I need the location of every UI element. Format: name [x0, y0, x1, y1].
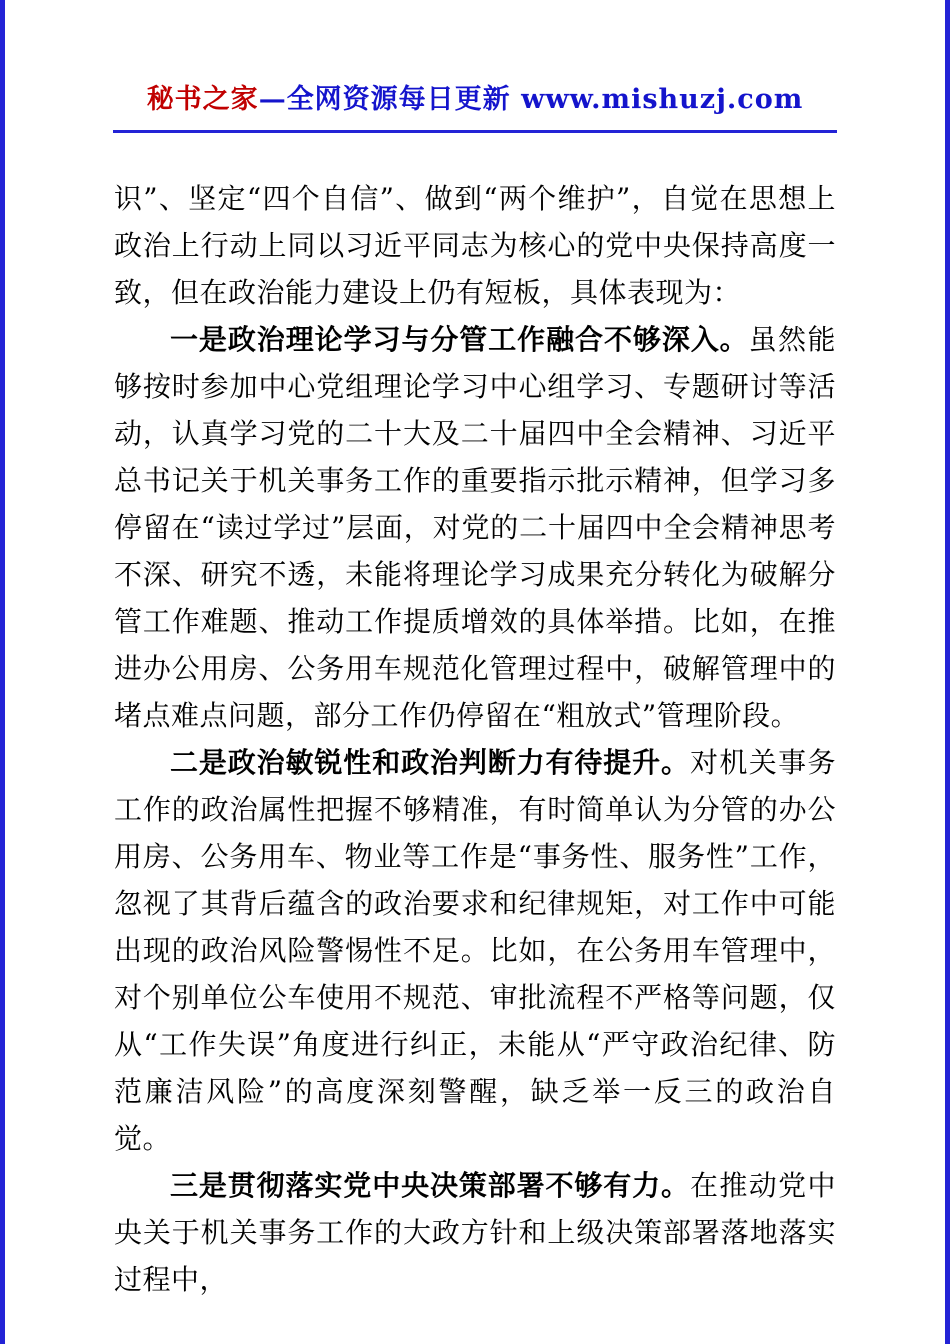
paragraph-point-1 [114, 316, 836, 739]
site-tagline[interactable]: —全网资源每日更新 www.mishuzj.com [258, 84, 804, 115]
site-header [0, 0, 950, 116]
document-body [114, 175, 836, 1303]
page-right-border [945, 0, 950, 1344]
paragraph-lead: 一是政治理论学习与分管工作融合不够深入。 [170, 323, 749, 357]
paragraph-text: 虽然能够按时参加中心党组理论学习中心组学习、专题研讨等活动，认真学习党的二十大及二十届四中全会精神、习近平总书记关于机关事务工作的重要指示批示精神，但学习多停留在“读过学过”层面，对党的二十届四中全会精神思考不深、研究不透，未能将理论学习成果充分转化为破解分管工作难题、推动工作提质增效的具体举措。比如，在推进办公用房、公务用车规范化管理过程中，破解管理中的堵点难点问题，部分工作仍停留在“粗放式”管理阶段。 [114, 323, 836, 733]
site-name: 秘书之家 [146, 84, 259, 115]
paragraph-lead: 三是贯彻落实党中央决策部署不够有力。 [170, 1169, 690, 1203]
paragraph-continuation [114, 175, 836, 316]
paragraph-text: 识”、坚定“四个自信”、做到“两个维护”，自觉在思想上政治上行动上同以习近平同志为核心的党中央保持高度一致，但在政治能力建设上仍有短板，具体表现为： [114, 182, 836, 310]
paragraph-text: 对机关事务工作的政治属性把握不够精准，有时简单认为分管的办公用房、公务用车、物业等工作是“事务性、服务性”工作，忽视了其背后蕴含的政治要求和纪律规矩，对工作中可能出现的政治风险警惕性不足。比如，在公务用车管理中，对个别单位公车使用不规范、审批流程不严格等问题，仅从“工作失误”角度进行纠正，未能从“严守政治纪律、防范廉洁风险”的高度深刻警醒，缺乏举一反三的政治自觉。 [114, 746, 836, 1156]
paragraph-point-3 [114, 1162, 836, 1303]
paragraph-point-2 [114, 739, 836, 1162]
header-divider-rule [113, 130, 837, 133]
paragraph-lead: 二是政治敏锐性和政治判断力有待提升。 [170, 746, 690, 780]
paragraph-text: 在推动党中央关于机关事务工作的大政方针和上级决策部署落地落实过程中， [114, 1169, 836, 1297]
page-left-border [0, 0, 5, 1344]
